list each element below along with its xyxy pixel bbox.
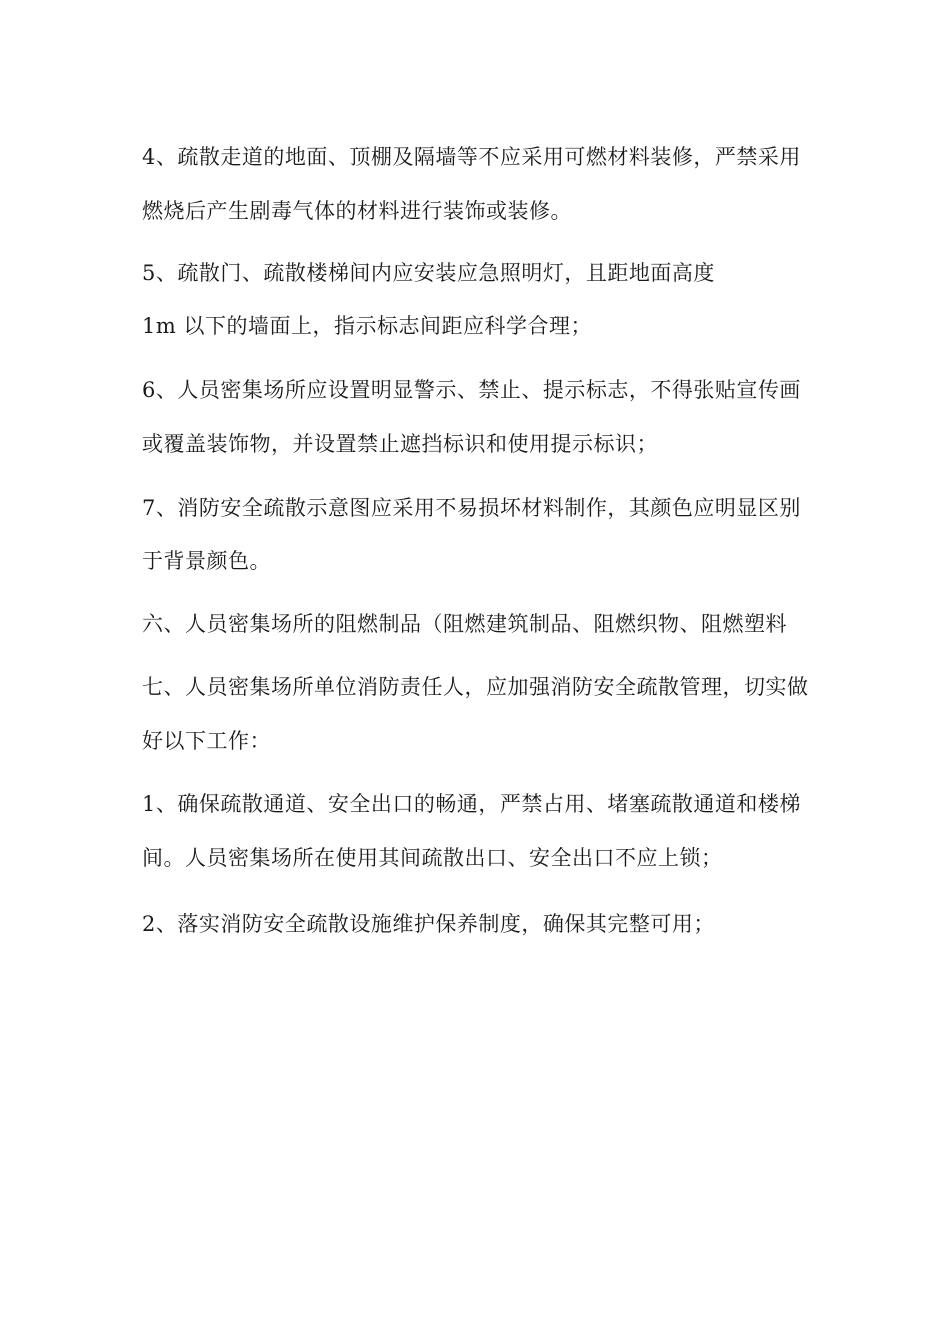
- text-line-item5-b: 1m 以下的墙面上，指示标志间距应科学合理；: [142, 314, 592, 338]
- text-line-item7-a: 7、消防安全疏散示意图应采用不易损坏材料制作，其颜色应明显区别: [142, 496, 801, 520]
- text-line-section7-b: 好以下工作：: [142, 729, 271, 753]
- text-line-item6-a: 6、人员密集场所应设置明显警示、禁止、提示标志，不得张贴宣传画: [142, 378, 801, 402]
- text-line-section6: 六、人员密集场所的阻燃制品（阻燃建筑制品、阻燃织物、阻燃塑料: [142, 612, 787, 636]
- text-line-item6-b: 或覆盖装饰物，并设置禁止遮挡标识和使用提示标识；: [142, 432, 658, 456]
- text-line-subitem1-b: 间。人员密集场所在使用其间疏散出口、安全出口不应上锁；: [142, 846, 723, 870]
- text-line-section7-a: 七、人员密集场所单位消防责任人，应加强消防安全疏散管理，切实做: [142, 675, 809, 699]
- text-line-item4-a: 4、疏散走道的地面、顶棚及隔墙等不应采用可燃材料装修，严禁采用: [142, 145, 801, 169]
- text-line-item4-b: 燃烧后产生剧毒气体的材料进行装饰或装修。: [142, 199, 572, 223]
- text-line-subitem2: 2、落实消防安全疏散设施维护保养制度，确保其完整可用；: [142, 912, 715, 936]
- text-line-subitem1-a: 1、确保疏散通道、安全出口的畅通，严禁占用、堵塞疏散通道和楼梯: [142, 792, 801, 816]
- text-line-item7-b: 于背景颜色。: [142, 549, 271, 573]
- text-line-item5-a: 5、疏散门、疏散楼梯间内应安装应急照明灯，且距地面高度: [142, 261, 715, 285]
